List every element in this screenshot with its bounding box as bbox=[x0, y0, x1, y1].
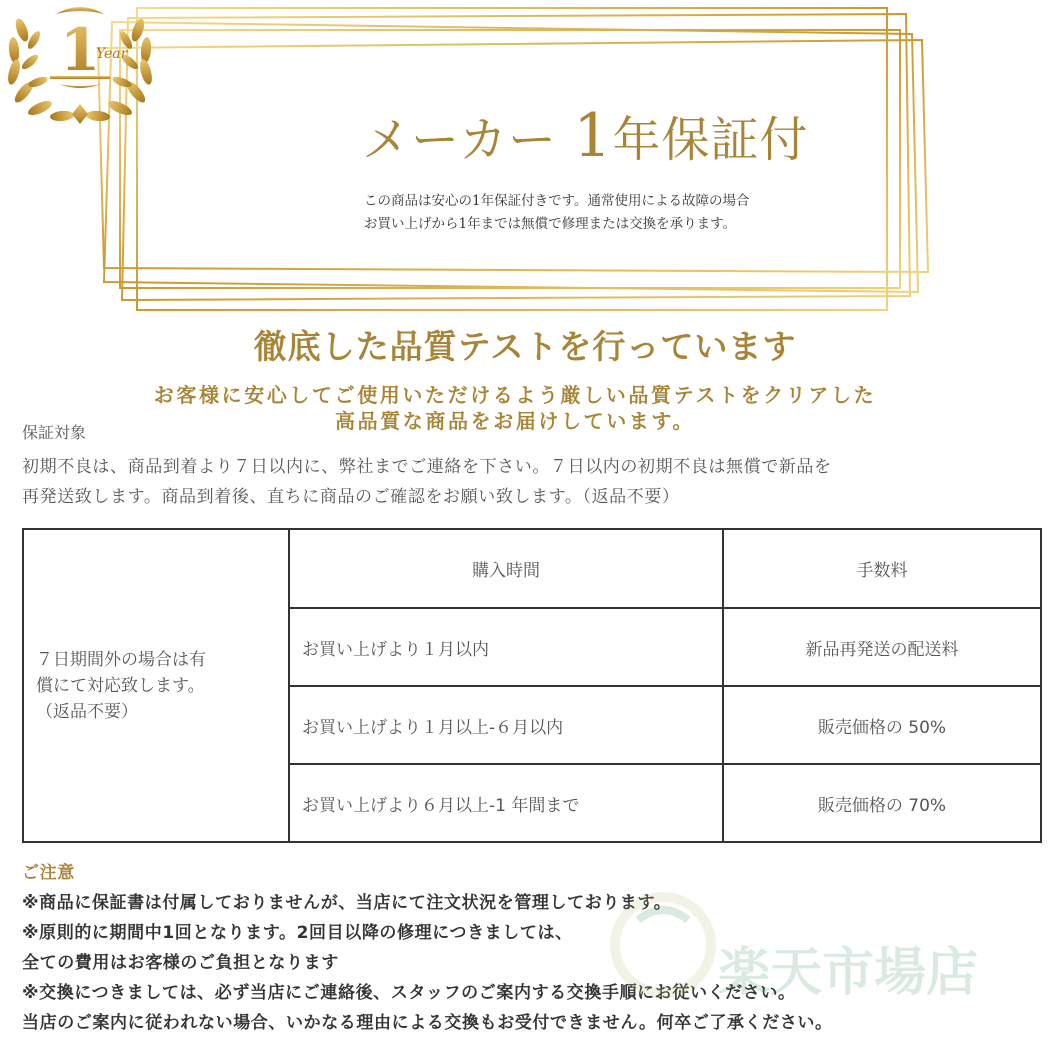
quality-heading: 徹底した品質テストを行っています bbox=[253, 327, 797, 366]
quality-sub-line: お客様に安心してご使用いただけるよう厳しい品質テストをクリアした bbox=[153, 383, 877, 407]
out-of-period-cell bbox=[23, 529, 289, 842]
quality-sub-line: 高品質な商品をお届けしています。 bbox=[335, 409, 695, 433]
title-number: 1 bbox=[573, 101, 613, 171]
note-line: 全ての費用はお客様のご負担となります bbox=[22, 953, 339, 973]
period-cell: お買い上げより１月以内 bbox=[289, 608, 723, 686]
badge-number: 1 bbox=[59, 16, 101, 84]
title-prefix: メーカー bbox=[362, 112, 558, 168]
quality-subtitle bbox=[0, 382, 1030, 434]
fee-cell: 新品再発送の配送料 bbox=[723, 608, 1041, 686]
note-line: ※原則的に期間中1回となります。2回目以降の修理につきましては、 bbox=[22, 923, 573, 943]
period-cell: お買い上げより６月以上-1 年間まで bbox=[289, 764, 723, 842]
notes-section bbox=[22, 858, 1042, 1038]
note-line: ※商品に保証書は付属しておりませんが、当店にて注文状況を管理しております。 bbox=[22, 893, 672, 913]
warranty-banner bbox=[0, 0, 1050, 320]
warranty-desc-line: お買い上げから1年までは無償で修理または交換を承ります。 bbox=[364, 216, 737, 232]
fee-table bbox=[22, 528, 1042, 843]
out-of-period-line: ７日期間外の場合は有 bbox=[36, 649, 206, 670]
out-of-period-line: 償にて対応致します。 bbox=[36, 675, 205, 696]
initial-defect-text bbox=[22, 452, 1032, 512]
table-header-row bbox=[23, 529, 1041, 608]
note-line: ※交換につきましては、必ず当店にご連絡後、スタッフのご案内する交換手順にお従いください。 bbox=[22, 983, 796, 1003]
title-suffix: 年保証付 bbox=[612, 112, 809, 168]
notes-title: ご注意 bbox=[22, 863, 75, 883]
warranty-title bbox=[362, 101, 809, 171]
note-line: 当店のご案内に従われない場合、いかなる理由による交換もお受付できません。何卒ご了承ください。 bbox=[22, 1013, 833, 1033]
header-fee: 手数料 bbox=[723, 529, 1041, 608]
fee-cell: 販売価格の 50% bbox=[723, 686, 1041, 764]
badge-word: Year bbox=[96, 46, 128, 62]
fee-cell: 販売価格の 70% bbox=[723, 764, 1041, 842]
watermark-text: 楽天市場店 bbox=[718, 942, 979, 1003]
out-of-period-line: （返品不要） bbox=[36, 701, 138, 722]
header-purchase-period: 購入時間 bbox=[289, 529, 723, 608]
warranty-description bbox=[364, 190, 750, 236]
period-cell: お買い上げより１月以上-６月以内 bbox=[289, 686, 723, 764]
initial-defect-line: 初期不良は、商品到着より７日以内に、弊社までご連絡を下さい。７日以内の初期不良は無償で新品を bbox=[22, 457, 832, 477]
initial-defect-line: 再発送致します。商品到着後、直ちに商品のご確認をお願い致します。（返品不要） bbox=[22, 487, 680, 507]
warranty-target-label: 保証対象 bbox=[22, 423, 87, 442]
laurel-wreath-icon bbox=[0, 0, 160, 130]
warranty-desc-line: この商品は安心の1年保証付きです。通常使用による故障の場合 bbox=[364, 193, 750, 209]
